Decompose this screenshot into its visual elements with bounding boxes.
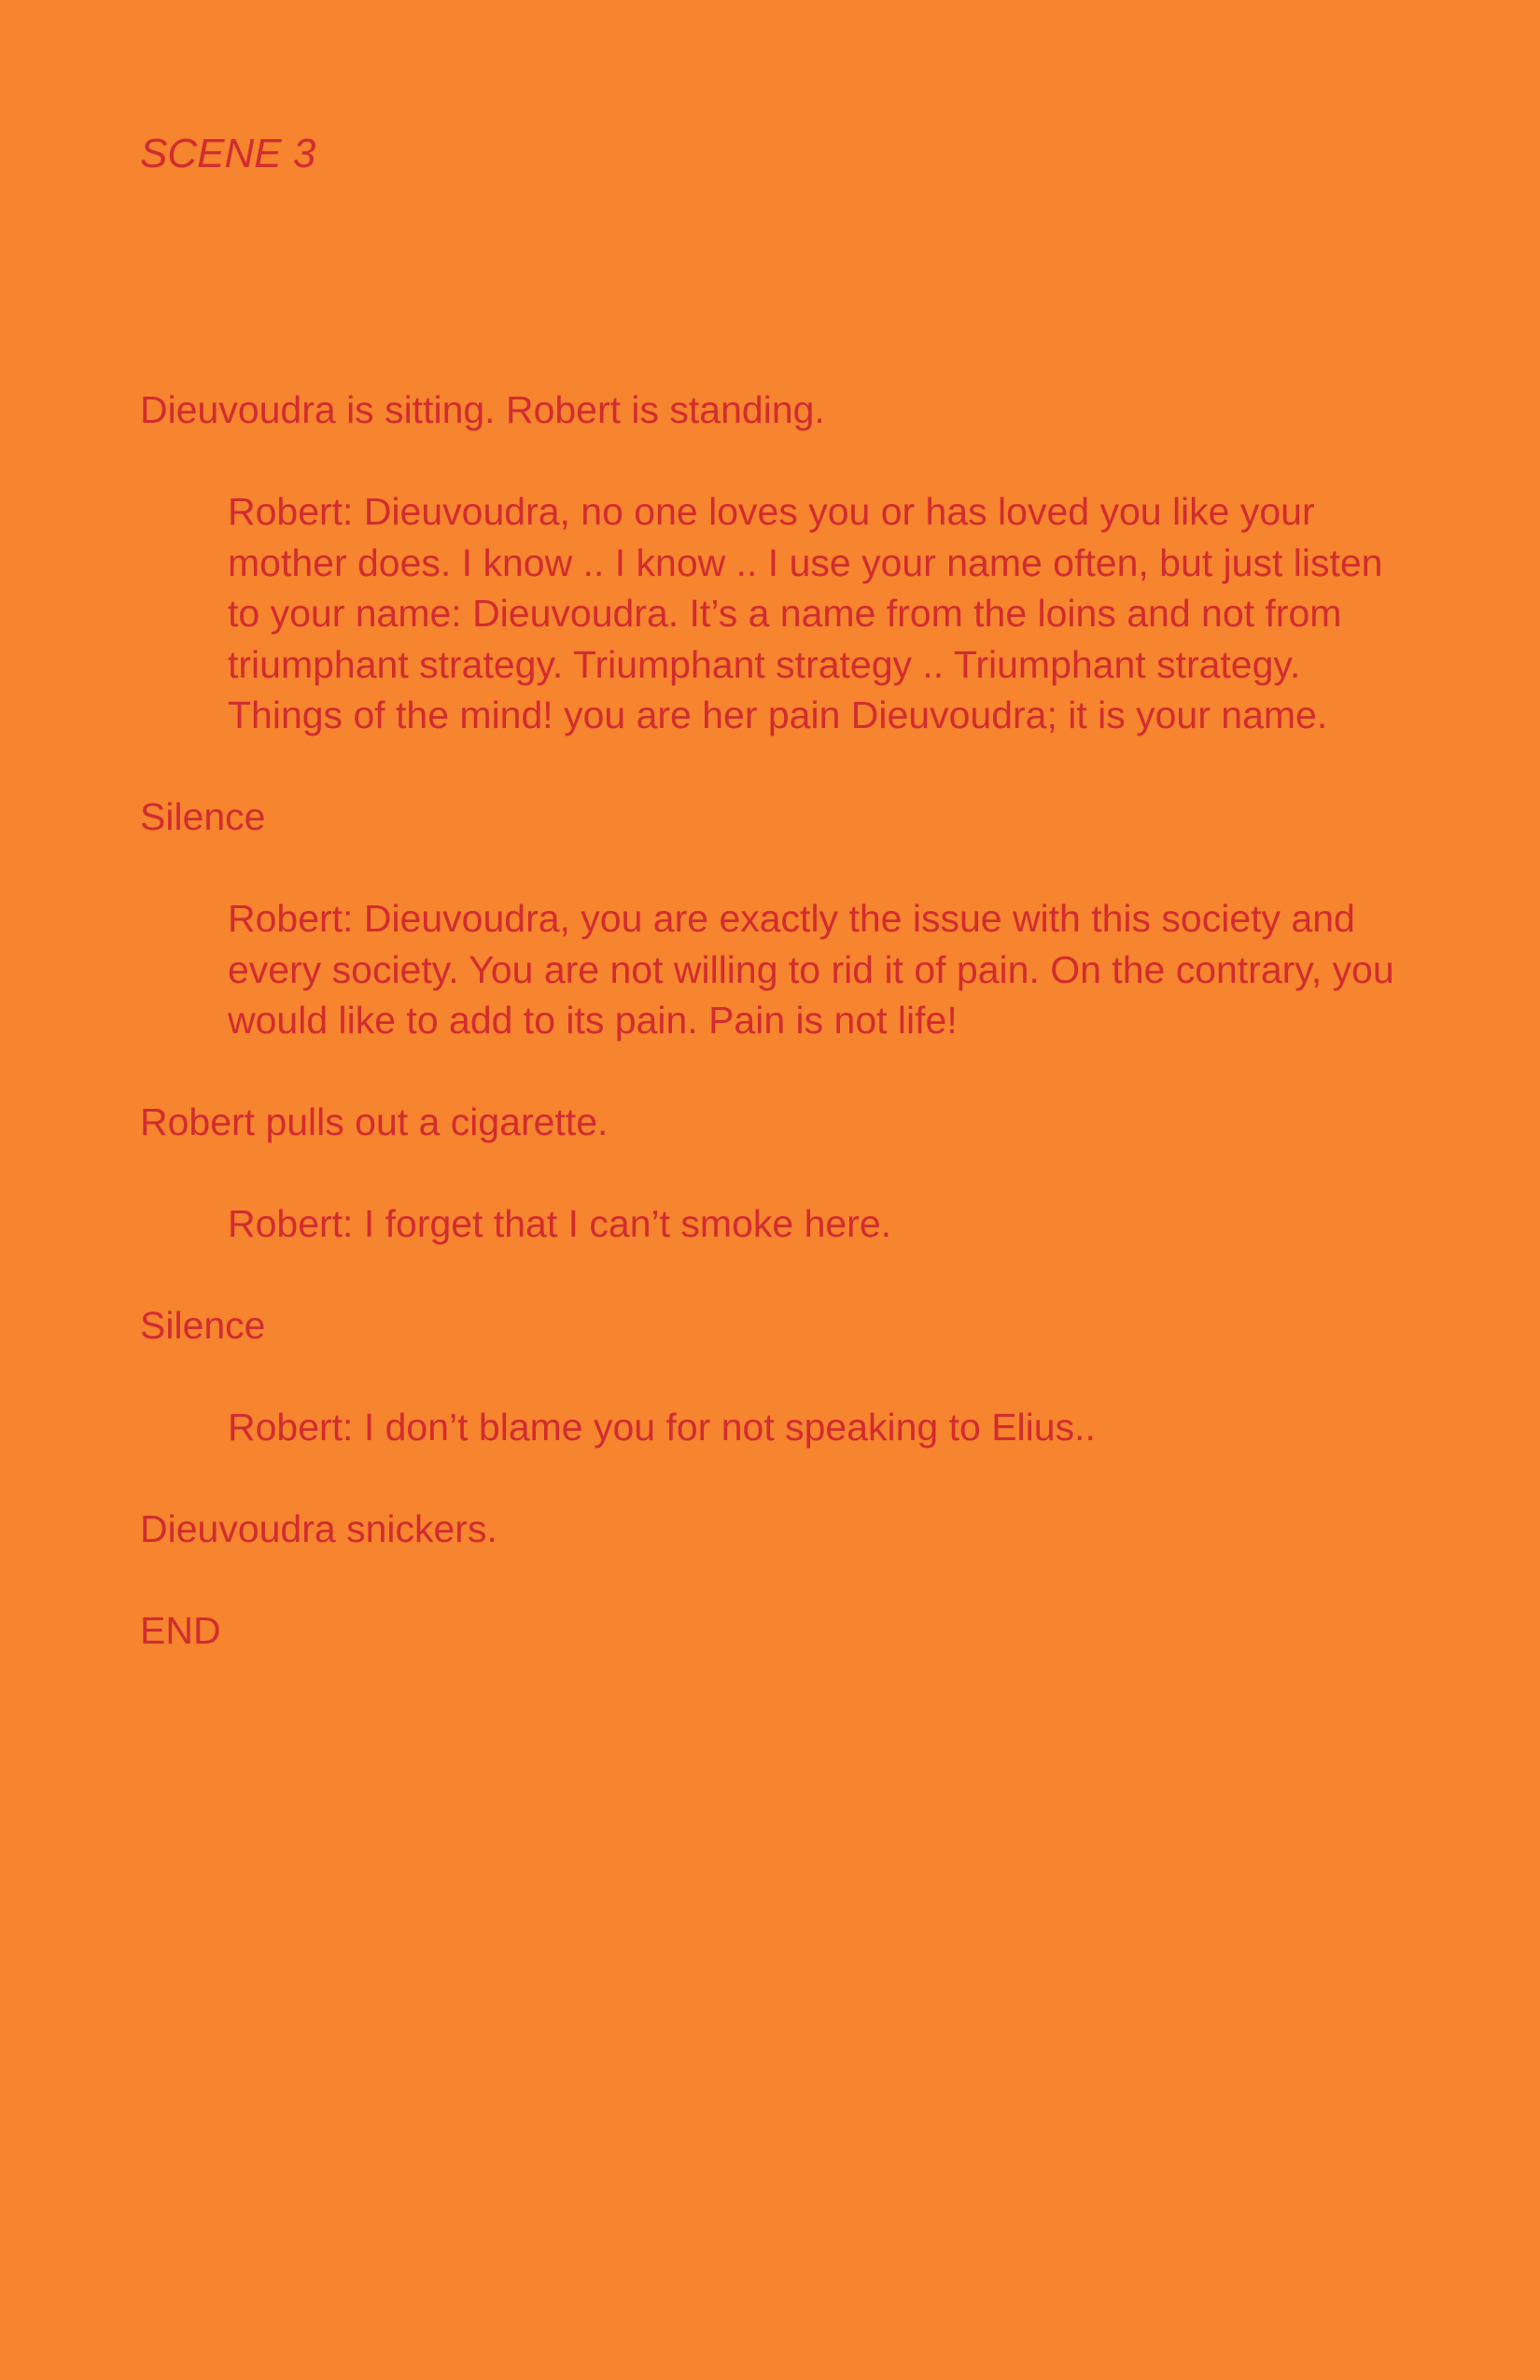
stage-direction: Silence: [140, 795, 266, 838]
script-body: [140, 385, 1400, 1707]
stage-direction: Robert pulls out a cigarette.: [140, 1100, 609, 1143]
scene-title: SCENE 3: [140, 131, 316, 176]
dialogue-line: Robert: Dieuvoudra, no one loves you or has loved you like your mother does. I know .. I know .. I use your name often, but just listen to your name: Dieuvoudra. It’s a name from the loins and not from triumphant strategy. Triumphant strategy .. Triumphant strategy. Things of the mind! you are her pain Dieuvoudra; it is your name.: [228, 490, 1383, 736]
stage-direction: Dieuvoudra is sitting. Robert is standing.: [140, 388, 825, 431]
dialogue-line: Robert: I forget that I can’t smoke here.: [228, 1202, 892, 1245]
stage-direction: Silence: [140, 1304, 266, 1347]
end-marker: END: [140, 1609, 221, 1652]
dialogue-line: Robert: I don’t blame you for not speaking to Elius..: [228, 1406, 1096, 1449]
dialogue-line: Robert: Dieuvoudra, you are exactly the issue with this society and every society. You are not willing to rid it of pain. On the contrary, you would like to add to its pain. Pain is not life!: [228, 897, 1394, 1042]
stage-direction: Dieuvoudra snickers.: [140, 1507, 497, 1550]
